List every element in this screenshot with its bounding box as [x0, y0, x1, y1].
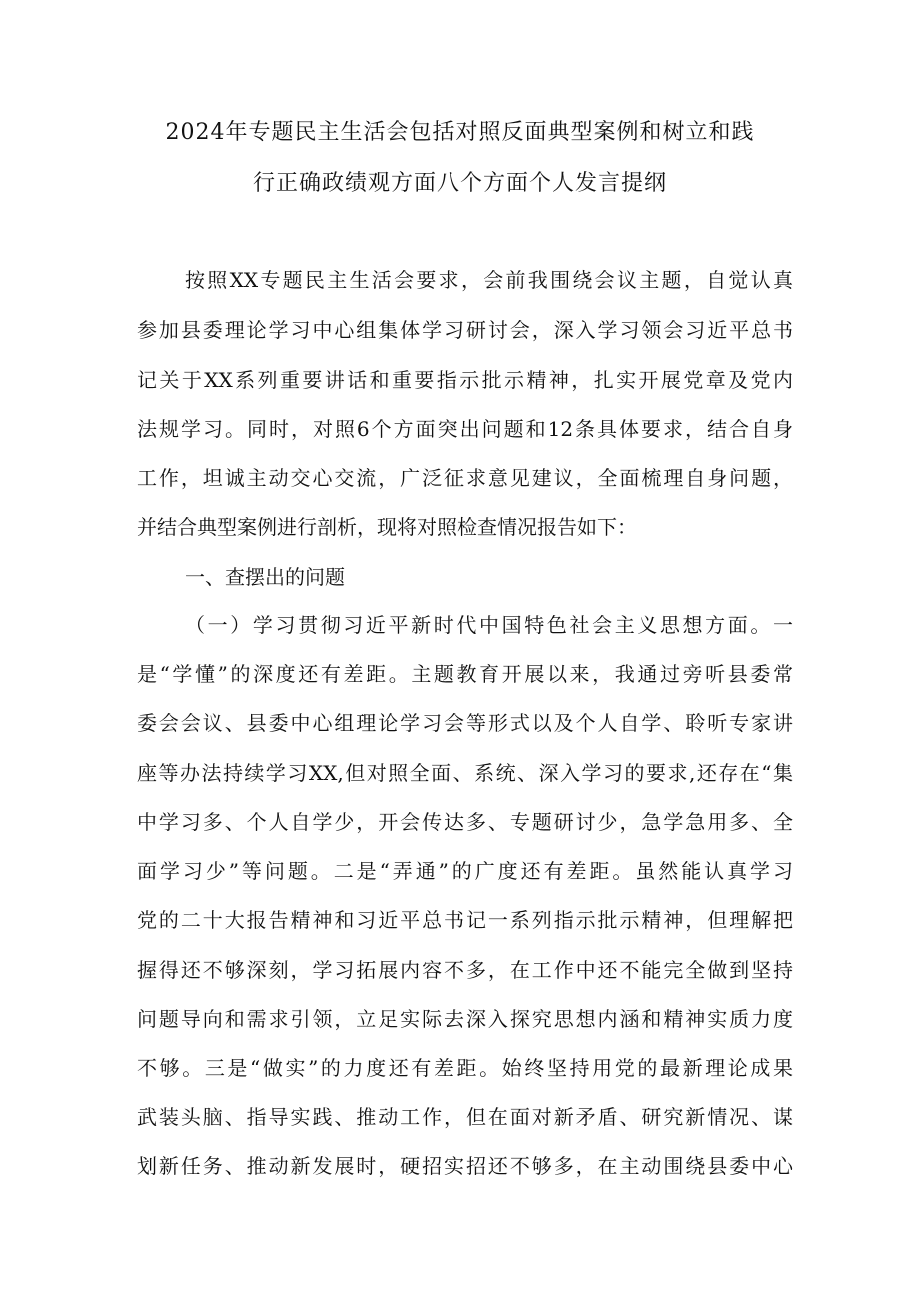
subsection-paragraph-line: 是“学懂”的深度还有差距。主题教育开展以来，我通过旁听县委常 [137, 662, 793, 686]
subsection-paragraph-line: 委会会议、县委中心组理论学习会等形式以及个人自学、聆听专家讲 [137, 711, 793, 735]
subsection-paragraph-line: 座等办法持续学习XX,但对照全面、系统、深入学习的要求,还存在“集 [137, 761, 793, 785]
intro-paragraph-line: 法规学习。同时，对照6个方面突出问题和12条具体要求，结合自身 [137, 417, 793, 441]
document-title-line-1: 2024年专题民主生活会包括对照反面典型案例和树立和践 [165, 120, 755, 145]
subsection-paragraph-line: （一）学习贯彻习近平新时代中国特色社会主义思想方面。一 [185, 613, 793, 637]
subsection-paragraph-line: 中学习多、个人自学少，开会传达多、专题研讨少，急学急用多、全 [137, 810, 793, 834]
document-title-line-2: 行正确政绩观方面八个方面个人发言提纲 [252, 171, 667, 196]
subsection-paragraph-line: 问题导向和需求引领，立足实际去深入探究思想内涵和精神实质力度 [137, 1007, 793, 1031]
subsection-paragraph-line: 武装头脑、指导实践、推动工作，但在面对新矛盾、研究新情况、谋 [137, 1105, 793, 1129]
intro-paragraph-line: 参加县委理论学习中心组集体学习研讨会，深入学习领会习近平总书 [137, 318, 793, 342]
subsection-paragraph-line: 不够。三是“做实”的力度还有差距。始终坚持用党的最新理论成果 [137, 1056, 793, 1080]
intro-paragraph-line: 工作，坦诚主动交心交流，广泛征求意见建议，全面梳理自身问题， [137, 466, 793, 490]
intro-paragraph-line: 记关于XX系列重要讲话和重要指示批示精神，扎实开展党章及党内 [137, 368, 793, 392]
subsection-paragraph-line: 党的二十大报告精神和习近平总书记一系列指示批示精神，但理解把 [137, 908, 793, 932]
subsection-paragraph-line: 握得还不够深刻，学习拓展内容不多，在工作中还不能完全做到坚持 [137, 958, 793, 982]
intro-paragraph-line: 按照XX专题民主生活会要求，会前我围绕会议主题，自觉认真 [185, 268, 793, 292]
subsection-paragraph-line: 划新任务、推动新发展时，硬招实招还不够多，在主动围绕县委中心 [137, 1154, 793, 1178]
section-heading: 一、查摆出的问题 [185, 565, 345, 589]
intro-paragraph-line: 并结合典型案例进行剖析，现将对照检查情况报告如下： [137, 515, 637, 539]
subsection-paragraph-line: 面学习少”等问题。二是“弄通”的广度还有差距。虽然能认真学习 [137, 859, 793, 883]
